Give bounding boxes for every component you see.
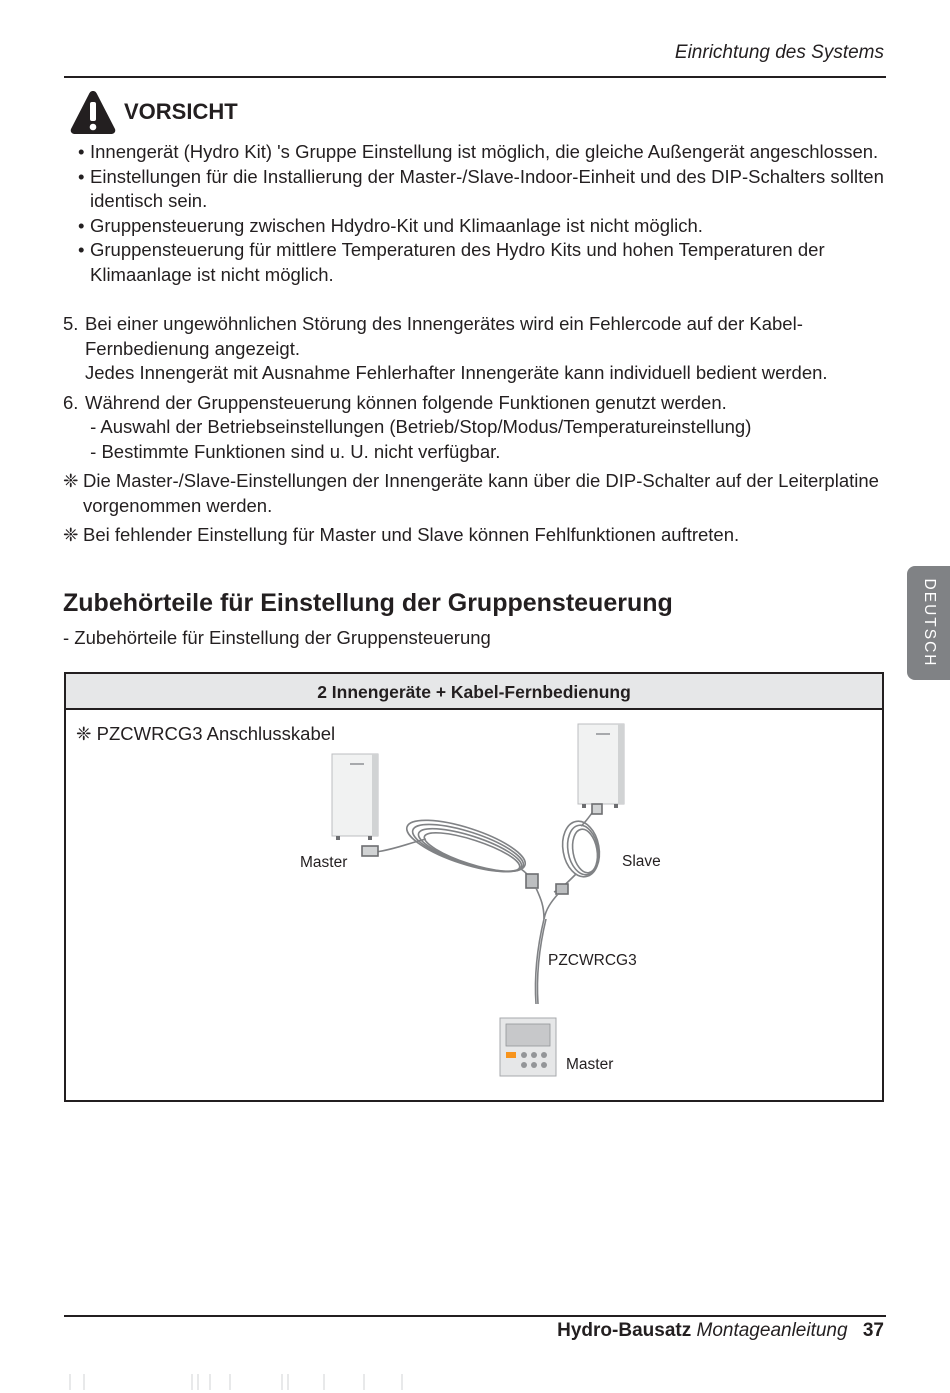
numbered-steps <box>63 312 893 548</box>
footer-rule <box>64 1315 886 1317</box>
label-cable: PZCWRCG3 <box>548 952 637 969</box>
box-note: ❈ PZCWRCG3 Anschlusskabel <box>76 723 336 744</box>
note-2 <box>63 523 893 548</box>
header-rule <box>64 76 886 78</box>
connection-diagram <box>66 674 882 1100</box>
section-subtitle: - Zubehörteile für Einstellung der Gruppensteuerung <box>63 627 491 648</box>
language-side-tab <box>907 566 950 680</box>
footer-brand: Hydro-Bausatz <box>557 1320 692 1341</box>
step-text: Während der Gruppensteuerung können folgende Funktionen genutzt werden. <box>85 391 727 413</box>
step-subitem: - Bestimmte Funktionen sind u. U. nicht verfügbar. <box>85 440 501 462</box>
label-slave-unit: Slave <box>622 853 661 870</box>
warning-title: VORSICHT <box>124 99 238 124</box>
cable-coil-icon <box>362 804 604 1004</box>
page-number: 37 <box>862 1320 884 1341</box>
step-subitem: - Auswahl der Betriebseinstellungen (Betrieb/Stop/Modus/Temperatureinstellung) <box>85 416 752 437</box>
footer-doc-title: Montageanleitung <box>696 1320 848 1341</box>
note-1 <box>63 469 893 518</box>
warning-triangle-icon <box>70 90 116 134</box>
list-item: • Gruppensteuerung für mittlere Temperaturen des Hydro Kits und hohen Temperaturen der Klimaanlage ist nicht möglich. <box>78 238 898 287</box>
list-item: • Innengerät (Hydro Kit) 's Gruppe Einstellung ist möglich, die gleiche Außengerät angeschlossen. <box>78 140 898 165</box>
list-item: • Einstellungen für die Installierung der Master-/Slave-Indoor-Einheit und des DIP-Schalters sollten identisch sein. <box>78 165 898 214</box>
note-text: Die Master-/Slave-Einstellungen der Innengeräte kann über die DIP-Schalter auf der Leiterplatine vorgenommen werden. <box>83 470 879 516</box>
scan-artifact-marks <box>64 1372 464 1392</box>
section-title: Zubehörteile für Einstellung der Gruppensteuerung <box>63 589 673 617</box>
note-text: Bei fehlender Einstellung für Master und Slave können Fehlfunktionen auftreten. <box>83 524 740 545</box>
step-5 <box>63 312 893 386</box>
page-footer <box>557 1320 884 1342</box>
step-number: 6. <box>63 391 79 413</box>
label-master-remote: Master <box>566 1056 614 1073</box>
step-number: 5. <box>63 313 79 334</box>
accessory-box <box>64 672 884 1102</box>
warning-bullet-list <box>78 140 898 287</box>
step-text: Bei einer ungewöhnlichen Störung des Innengerätes wird ein Fehlercode auf der Kabel-Fernbedienung angezeigt. <box>85 313 803 359</box>
step-6 <box>63 391 893 465</box>
header-title: Einrichtung des Systems <box>674 42 884 63</box>
remote-controller-icon <box>500 1018 556 1076</box>
slave-indoor-unit-icon <box>578 724 624 808</box>
side-tab-label: DEUTSCH <box>920 578 938 668</box>
note-mark-icon: ❈ <box>63 470 79 491</box>
label-master-unit: Master <box>300 854 348 871</box>
step-text: Jedes Innengerät mit Ausnahme Fehlerhafter Innengeräte kann individuell bedient werden. <box>85 362 828 383</box>
master-indoor-unit-icon <box>332 754 378 840</box>
box-header: 2 Innengeräte + Kabel-Fernbedienung <box>66 674 882 710</box>
list-item: • Gruppensteuerung zwischen Hdydro-Kit und Klimaanlage ist nicht möglich. <box>78 214 898 239</box>
note-mark-icon: ❈ <box>63 524 79 545</box>
